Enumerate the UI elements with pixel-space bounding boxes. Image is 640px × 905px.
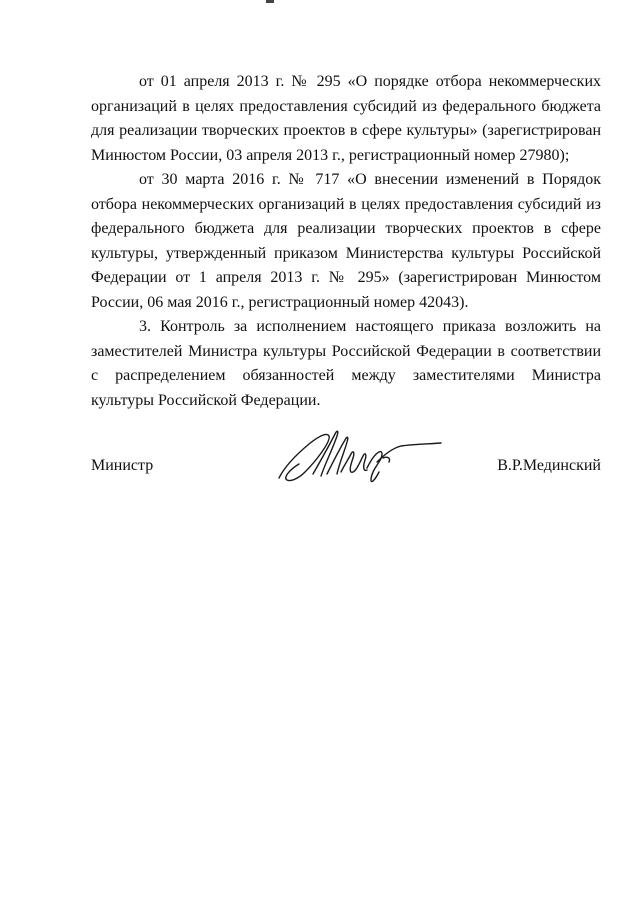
signature-row <box>91 455 601 485</box>
signatory-role: Министр <box>91 457 154 474</box>
paragraph-order-2013: от 01 апреля 2013 г. № 295 «О порядке отбора некоммерческих организаций в целях предоставления субсидий из федерального бюджета для реализации творческих проектов в сфере культуры» (зарегистрирован Минюстом России, 03 апреля 2013 г., регистрационный номер 27980); <box>91 73 601 164</box>
paragraph-control-clause: 3. Контроль за исполнением настоящего приказа возложить на заместителей Министра культуры Российской Федерации в соответствии с распределением обязанностей между заместителями Министра культуры Российской Федерации. <box>91 318 601 409</box>
scan-mark <box>266 0 274 3</box>
signatory-name: В.Р.Мединский <box>497 457 601 474</box>
paragraph-order-2016: от 30 марта 2016 г. № 717 «О внесении изменений в Порядок отбора некоммерческих организаций в целях предоставления субсидий из федерального бюджета для реализации творческих проектов в сфере культуры, утвержденный приказом Министерства культуры Российской Федерации от 1 апреля 2013 г. № 295» (зарегистрирован Минюстом России, 06 мая 2016 г., регистрационный номер 42043). <box>91 171 601 311</box>
document-body <box>91 70 601 413</box>
